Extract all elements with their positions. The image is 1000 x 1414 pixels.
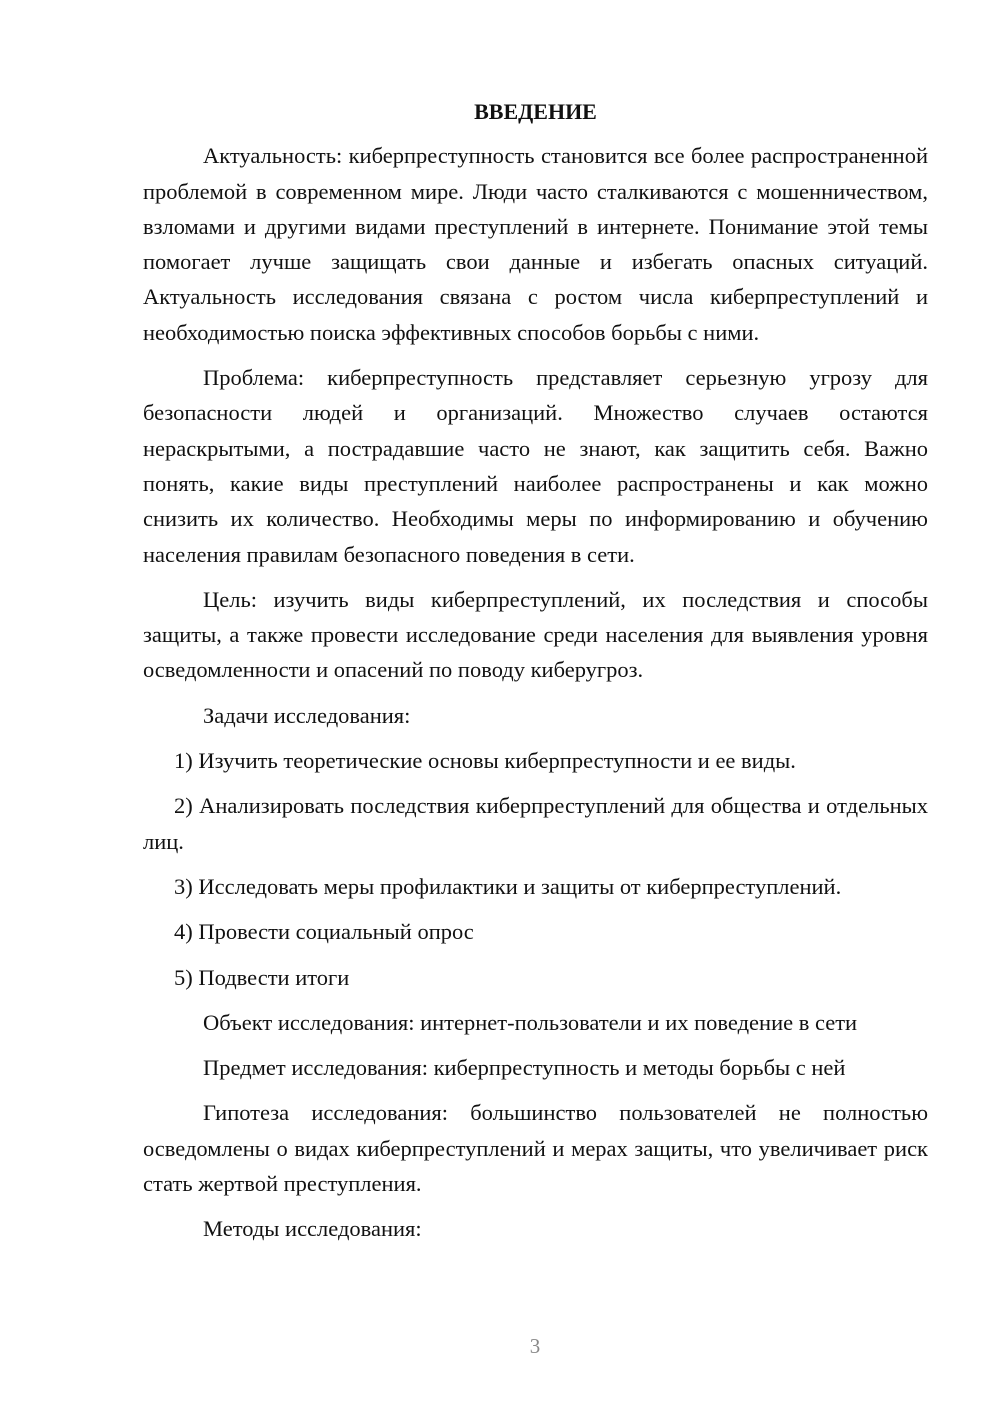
object-paragraph: Объект исследования: интернет-пользователи и их поведение в сети	[203, 1009, 858, 1035]
hypothesis-paragraph: Гипотеза исследования: большинство пользователей не полностью осведомлены о видах киберпреступлений и мерах защиты, что увеличивает риск стать жертвой преступления.	[143, 1100, 928, 1197]
task-item: 3) Исследовать меры профилактики и защиты от киберпреступлений.	[174, 873, 842, 899]
page-number: 3	[529, 1334, 541, 1358]
task-item: 2) Анализировать последствия киберпреступлений для общества и отдельных лиц.	[143, 793, 928, 854]
subject-paragraph: Предмет исследования: киберпреступность и методы борьбы с ней	[203, 1055, 846, 1081]
task-item: 1) Изучить теоретические основы киберпреступности и ее виды.	[174, 748, 796, 774]
problem-paragraph: Проблема: киберпреступность представляет серьезную угрозу для безопасности людей и организаций. Множество случаев остаются нераскрытыми, а пострадавшие часто не знают, как защитить себя. Важно понять, какие виды преступлений наиболее распространены и как можно снизить их количество. Необходимы меры по информированию и обучению населения правилам безопасного поведения в сети.	[143, 365, 928, 567]
goal-paragraph: Цель: изучить виды киберпреступлений, их последствия и способы защиты, а также провести исследование среди населения для выявления уровня осведомленности и опасений по поводу киберугроз.	[143, 586, 928, 683]
methods-heading: Методы исследования:	[203, 1216, 422, 1242]
relevance-paragraph: Актуальность: киберпреступность становится все более распространенной проблемой в современном мире. Люди часто сталкиваются с мошенничеством, взломами и другими видами преступлений в интернете. Понимание этой темы помогает лучше защищать свои данные и избегать опасных ситуаций. Актуальность исследования связана с ростом числа киберпреступлений и необходимостью поиска эффективных способов борьбы с ними.	[143, 143, 928, 345]
task-item: 5) Подвести итоги	[174, 964, 350, 990]
tasks-heading: Задачи исследования:	[203, 702, 411, 728]
document-page	[143, 94, 928, 1257]
task-item: 4) Провести социальный опрос	[174, 919, 474, 945]
section-title: ВВЕДЕНИЕ	[474, 99, 597, 124]
